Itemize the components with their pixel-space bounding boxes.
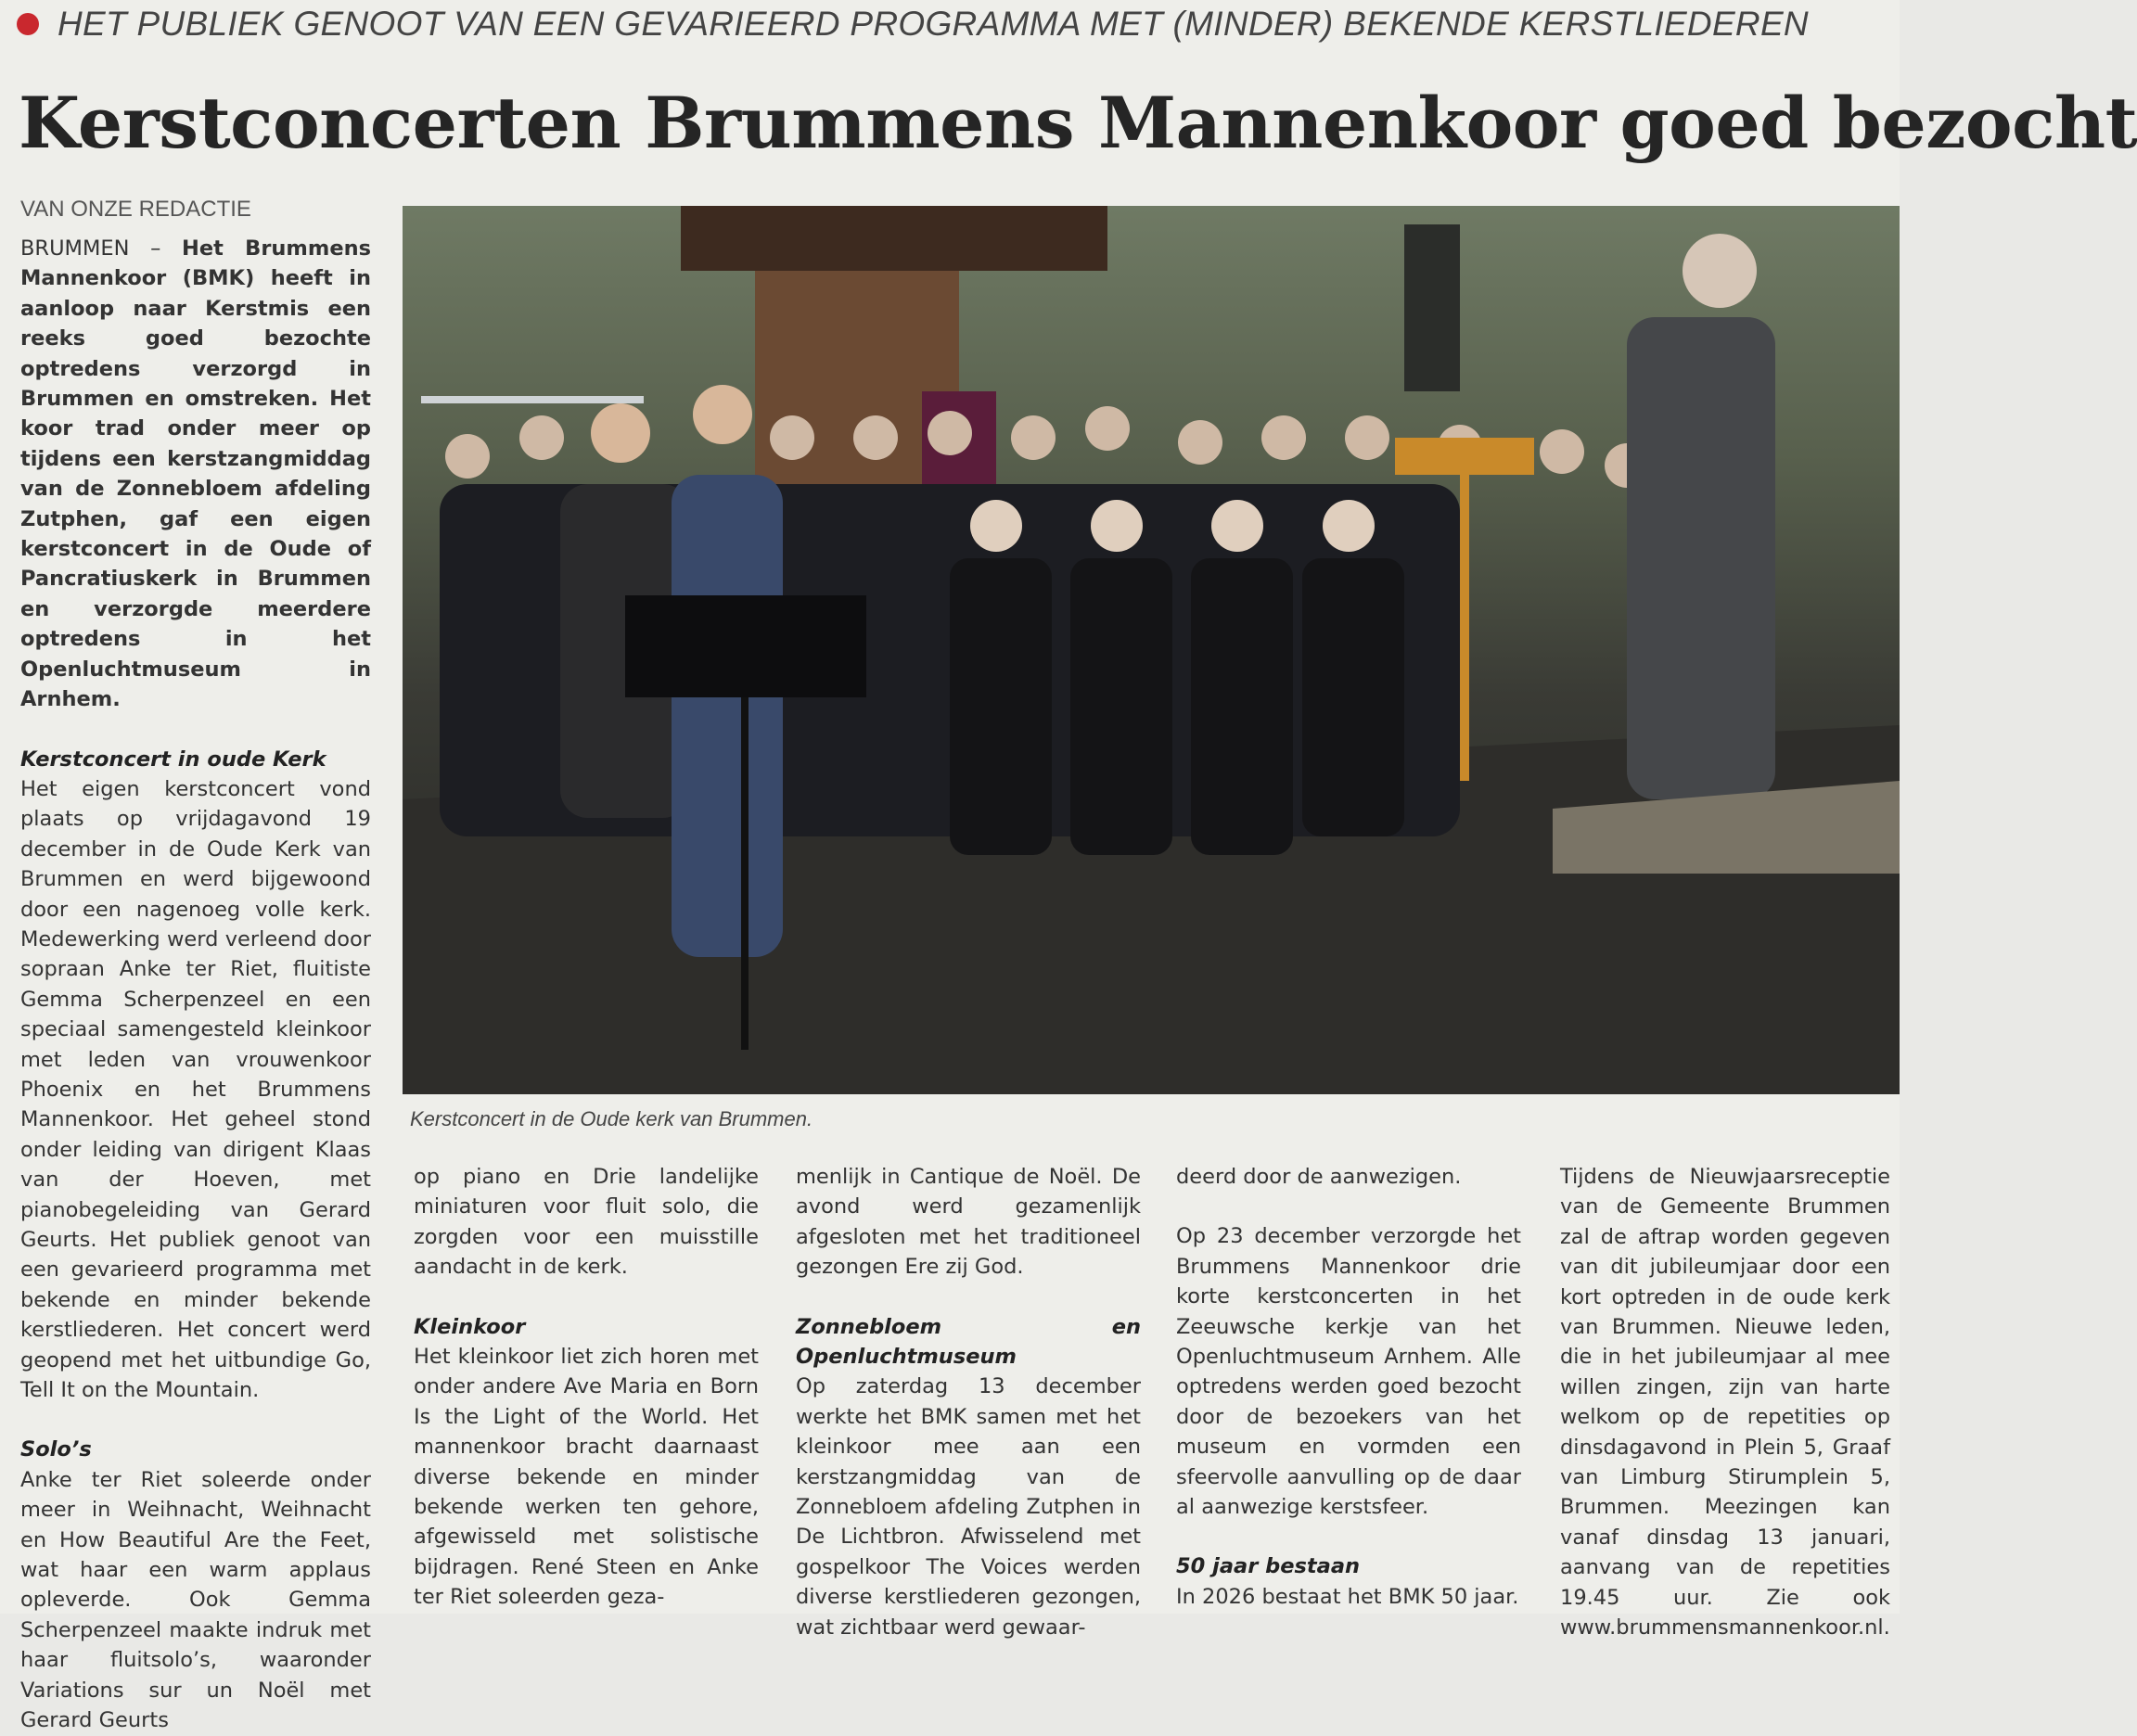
article-column-1 (20, 234, 371, 1736)
byline: VAN ONZE REDACTIE (20, 197, 251, 222)
paragraph: Het eigen kerstconcert vond plaats op vrijdagavond 19 december in de Oude Kerk van Brummen en werd bijgewoond door een nagenoeg volle kerk. Medewerking werd verleend door sopraan Anke ter Riet, fluitiste Gemma Scherpenzeel en een speciaal samengesteld kleinkoor met leden van vrouwenkoor Phoenix en het Brummens Mannenkoor. Het geheel stond onder leiding van dirigent Klaas van der Hoeven, met pianobegeleiding van Gerard Geurts. Het publiek genoot van een gevarieerd programma met bekende en minder bekende kerstliederen. Het concert werd geopend met het uitbundige Go, Tell It on the Mountain. (20, 776, 371, 1403)
concert-photo (403, 206, 1900, 1094)
paragraph: Op 23 december verzorgde het Brummens Mannenkoor drie korte kerstconcerten in het Zeeuwsche kerkje van het Openluchtmuseum Arnhem. Alle optredens werden goed bezocht door de bezoekers van het museum en vormden een sfeervolle aanvulling op de daar al aanwezige kerstsfeer. (1176, 1224, 1521, 1520)
paragraph: op piano en Drie landelijke miniaturen voor fluit solo, die zorgden voor een muisstille aandacht in de kerk. (414, 1165, 759, 1280)
article-column-3 (796, 1162, 1141, 1642)
choir-photo-illustration (403, 206, 1900, 1094)
photo-caption: Kerstconcert in de Oude kerk van Brummen. (410, 1107, 813, 1130)
paragraph: deerd door de aanwezigen. (1176, 1165, 1462, 1189)
subhead-50-jaar: 50 jaar bestaan (1176, 1554, 1361, 1579)
paragraph: menlijk in Cantique de Noël. De avond werd gezamenlijk afgesloten met het traditioneel gezongen Ere zij God. (796, 1165, 1141, 1280)
article-column-2 (414, 1162, 759, 1613)
subhead-zonnebloem: Zonnebloem en Openluchtmuseum (796, 1314, 1141, 1370)
paragraph: Tijdens de Nieuwjaarsreceptie van de Gemeente Brummen zal de aftrap worden gegeven van dit jubileumjaar door een kort optreden in de oude kerk van Brummen. Nieuwe leden, die in het jubileumjaar al mee willen zingen, zijn van harte welkom op de repetities op dinsdagavond in Plein 5, Graaf van Limburg Stirumplein 5, Brummen. Meezingen kan vanaf dinsdag 13 januari, aanvang van de repetities 19.45 uur. Zie ook www.brummensmannenkoor.nl. (1560, 1165, 1890, 1640)
subhead-kerstconcert: Kerstconcert in oude Kerk (20, 747, 326, 772)
kicker-text: HET PUBLIEK GENOOT VAN EEN GEVARIEERD PROGRAMMA MET (MINDER) BEKENDE KERSTLIEDEREN (58, 5, 1809, 43)
headline: Kerstconcerten Brummens Mannenkoor goed bezocht (19, 82, 2137, 164)
paragraph: In 2026 bestaat het BMK 50 jaar. (1176, 1584, 1519, 1609)
paragraph: Het kleinkoor liet zich horen met onder andere Ave Maria en Born Is the Light of the World. Het mannenkoor bracht daarnaast diverse bekende en minder bekende werken ten gehore, afgewisseld met solistische bijdragen. René Steen en Anke ter Riet soleerden geza- (414, 1345, 759, 1610)
article-column-4 (1176, 1162, 1521, 1612)
paragraph: Op zaterdag 13 december werkte het BMK samen met het kleinkoor mee aan een kerstzangmiddag van de Zonnebloem afdeling Zutphen in De Lichtbron. Afwisselend met gospelkoor The Voices werden diverse kerstliederen gezongen, wat zichtbaar werd gewaar- (796, 1374, 1141, 1640)
dateline: BRUMMEN – (20, 236, 161, 261)
kicker-line (17, 0, 1809, 48)
subhead-solos: Solo’s (20, 1437, 92, 1462)
red-bullet-icon (17, 13, 39, 35)
lead-text: Het Brummens Mannenkoor (BMK) heeft in aanloop naar Kerstmis een reeks goed bezochte optredens verzorgd in Brummen en omstreken. Het koor trad onder meer op tijdens een kerstzangmiddag van de Zonnebloem afdeling Zutphen, gaf een eigen kerstconcert in de Oude of Pancratiuskerk in Brummen en verzorgde meerdere optredens in het Openluchtmuseum in Arnhem. (20, 236, 371, 712)
subhead-kleinkoor: Kleinkoor (414, 1314, 526, 1339)
lead-paragraph (20, 234, 371, 715)
article-column-5 (1560, 1162, 1890, 1643)
paragraph: Anke ter Riet soleerde onder meer in Weihnacht, Weihnacht en How Beautiful Are the Feet, wat haar een warm applaus opleverde. Ook Gemma Scherpenzeel maakte indruk met haar fluitsolo’s, waaronder Variations sur un Noël met Gerard Geurts (20, 1467, 371, 1733)
